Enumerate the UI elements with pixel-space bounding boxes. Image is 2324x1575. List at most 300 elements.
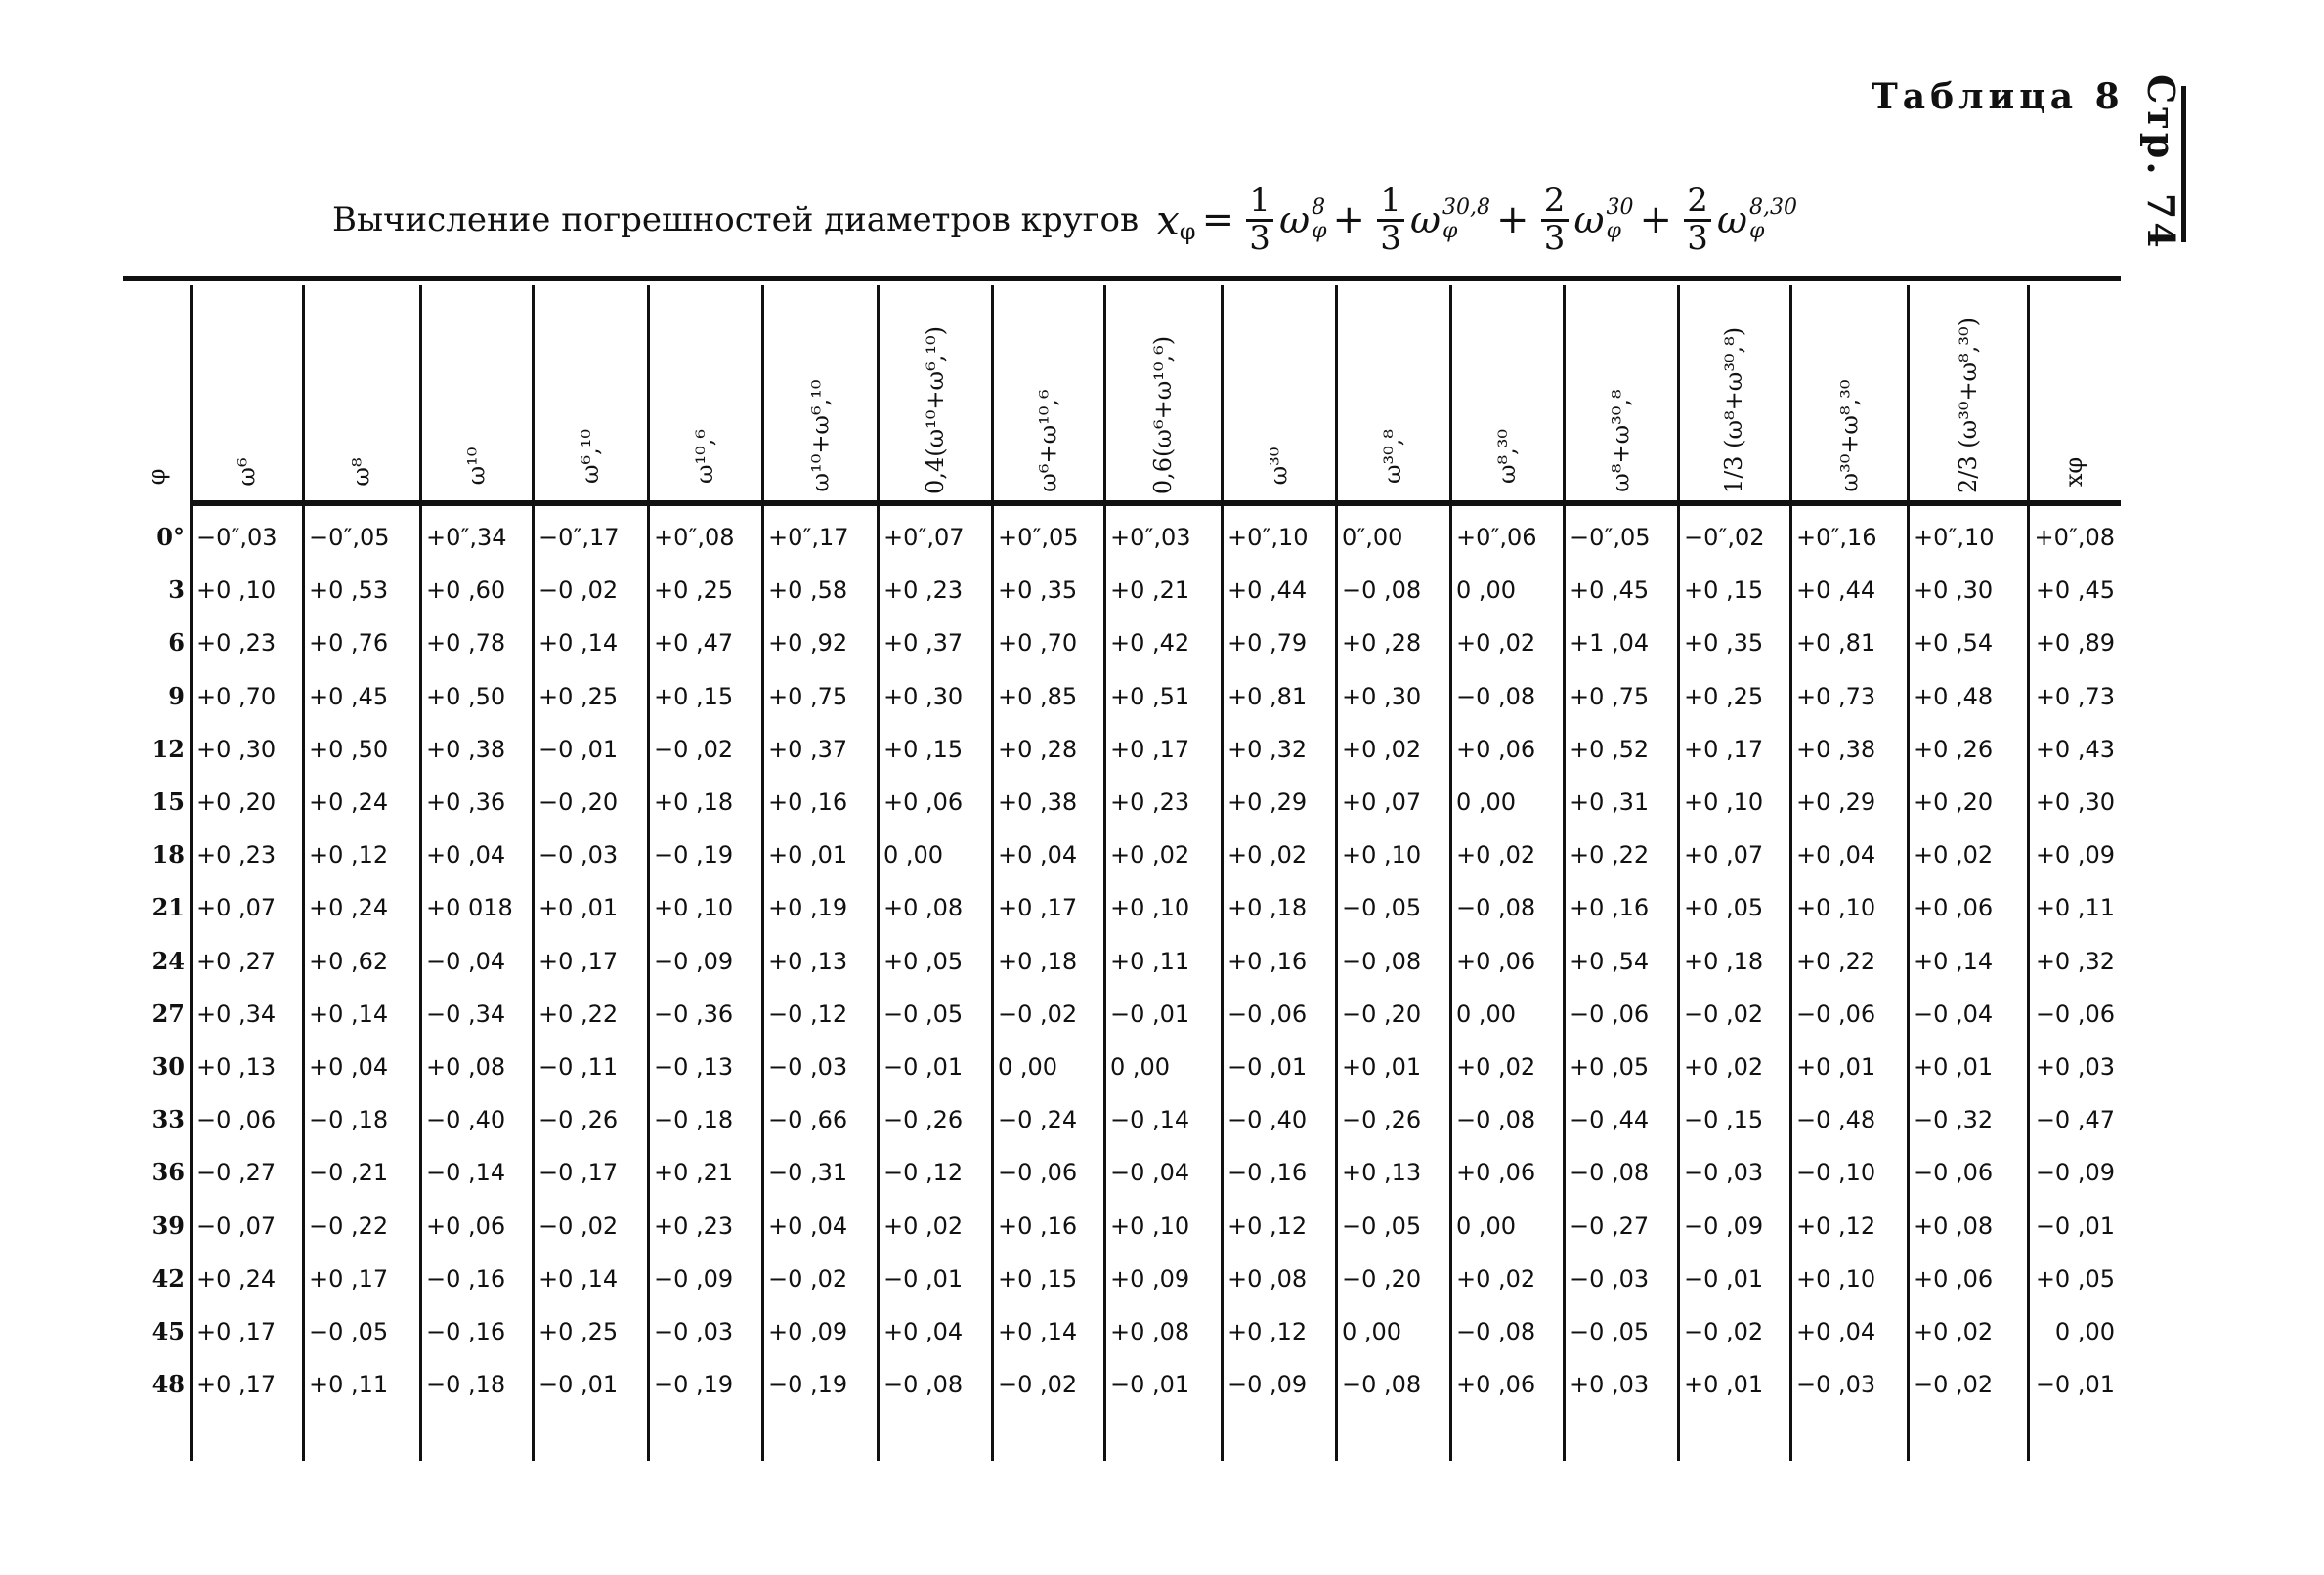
formula-equals: = <box>1201 197 1235 242</box>
table-cell: +0 ,10 <box>1342 841 1422 870</box>
table-cell: +0 ,14 <box>538 629 619 658</box>
table-cell: 0 ,00 <box>1456 788 1517 816</box>
table-cell: −0 ,09 <box>654 1264 734 1293</box>
table-cell: +0 ,81 <box>1227 682 1308 710</box>
table-cell: −0 ,01 <box>1684 1264 1764 1293</box>
table-cell: −0 ,06 <box>1570 1000 1650 1028</box>
table-cell: −0 ,16 <box>426 1318 506 1345</box>
table-cell: +0 ,75 <box>1570 682 1650 710</box>
coefficient-numerator: 1 <box>1249 180 1270 220</box>
table-cell: +0 ,38 <box>998 788 1078 816</box>
table-cell: −0 ,08 <box>883 1371 964 1399</box>
table-cell: +0 ,23 <box>196 629 277 658</box>
table-cell: +0 ,23 <box>196 841 277 870</box>
table-cell: +0 ,06 <box>1456 947 1536 975</box>
table-cell: −0 ,27 <box>1570 1212 1650 1240</box>
omega-subscript: φ <box>1312 219 1327 243</box>
coefficient-numerator: 1 <box>1380 180 1401 220</box>
table-cell: −0 ,34 <box>426 1000 506 1028</box>
table-cell: +0 ,10 <box>1110 1212 1190 1240</box>
table-cell: +0 ,06 <box>1456 735 1536 763</box>
table-cell: +0 ,18 <box>998 947 1078 975</box>
table-cell: +0 ,02 <box>1456 1264 1536 1293</box>
table-cell: +0 ,02 <box>1914 1318 1994 1345</box>
table-cell: −0 ,40 <box>426 1106 506 1134</box>
table-cell: +0 ,16 <box>1570 894 1650 922</box>
table-cell: −0 ,02 <box>998 1000 1078 1028</box>
table-cell: −0 ,02 <box>538 1212 619 1240</box>
formula-omega-term <box>1574 196 1634 243</box>
table-cell: +0 ,06 <box>1914 1264 1994 1293</box>
column-header <box>1908 285 2028 495</box>
table-cell: −0 ,02 <box>768 1264 848 1293</box>
row-angle: 6 <box>168 628 185 658</box>
table-cell: −0 ,26 <box>1342 1106 1422 1134</box>
table-cell: +0 ,16 <box>998 1212 1078 1240</box>
column-header-label: xφ <box>2060 456 2088 487</box>
column-header <box>303 285 420 495</box>
table-cell: +0 ,28 <box>998 735 1078 763</box>
column-header-label: ω¹⁰+ω⁶,¹⁰ <box>805 379 834 492</box>
table-cell: −0 ,44 <box>1570 1106 1650 1134</box>
table-cell: −0 ,01 <box>538 1371 619 1399</box>
column-header-label: ω⁸+ω³⁰,⁸ <box>1607 389 1635 493</box>
table-cell: +0 ,05 <box>2035 1264 2115 1293</box>
table-cell: −0 ,48 <box>1796 1106 1876 1134</box>
table-cell: −0 ,18 <box>426 1371 506 1399</box>
column-header <box>123 285 191 495</box>
table-cell: −0 ,05 <box>1570 1318 1650 1345</box>
table-cell: −0 ,08 <box>1570 1159 1650 1187</box>
omega-subscript: φ <box>1442 219 1458 243</box>
table-cell: +0 ,25 <box>654 576 734 605</box>
table-cell: −0 ,06 <box>1796 1000 1876 1028</box>
table-cell: −0 ,06 <box>1914 1159 1994 1187</box>
table-cell: +0″,08 <box>654 524 735 551</box>
table-cell: −0 ,08 <box>1342 947 1422 975</box>
table-header-rule <box>191 500 2121 506</box>
table-cell: +0 ,04 <box>309 1053 389 1081</box>
formula-coefficient <box>1246 180 1273 258</box>
omega-symbol: ω <box>1410 198 1442 241</box>
table-cell: +0″,34 <box>426 524 507 551</box>
table-cell: 0 ,00 <box>883 841 944 870</box>
table-cell: −0 ,19 <box>654 841 734 870</box>
table-cell: +0 ,43 <box>2035 735 2115 763</box>
table-cell: +0 ,11 <box>1110 947 1190 975</box>
column-header <box>992 285 1104 495</box>
table-cell: −0 ,01 <box>1110 1371 1190 1399</box>
table-cell: +0 ,05 <box>883 947 964 975</box>
table-cell: +0 ,11 <box>309 1371 389 1399</box>
column-header-label: 1/3 (ω⁸+ω³⁰,⁸) <box>1720 327 1748 494</box>
table-cell: −0 ,12 <box>768 1000 848 1028</box>
row-angle: 24 <box>151 946 185 975</box>
table-cell: +0 ,03 <box>2035 1053 2115 1081</box>
table-cell: 0 ,00 <box>998 1053 1058 1081</box>
table-cell: −0 ,20 <box>538 788 619 816</box>
table-cell: +0 ,03 <box>1570 1371 1650 1399</box>
table-cell: +0 ,04 <box>1796 841 1876 870</box>
table-cell: +0 ,15 <box>1684 576 1764 605</box>
table-cell: +0 ,02 <box>1456 629 1536 658</box>
column-header <box>1104 285 1222 495</box>
table-cell: +0 ,17 <box>998 894 1078 922</box>
table-cell: +0 ,25 <box>538 1318 619 1345</box>
table-cell: +0 ,14 <box>538 1264 619 1293</box>
table-cell: −0 ,12 <box>883 1159 964 1187</box>
table-cell: −0 ,22 <box>309 1212 389 1240</box>
table-cell: +0 ,02 <box>1227 841 1308 870</box>
column-header-label: 2/3 (ω³⁰+ω⁸,³⁰) <box>1954 318 1982 493</box>
table-cell: +0 ,02 <box>883 1212 964 1240</box>
table-cell: +0 ,06 <box>1456 1371 1536 1399</box>
table-cell: −0 ,08 <box>1456 1106 1536 1134</box>
table-cell: +0 ,53 <box>309 576 389 605</box>
table-cell: +0 ,13 <box>1342 1159 1422 1187</box>
formula-coefficient <box>1377 180 1404 258</box>
table-cell: +0″,05 <box>998 524 1079 551</box>
row-angle: 12 <box>151 734 185 763</box>
table-cell: −0″,02 <box>1684 524 1765 551</box>
formula-plus: + <box>1332 197 1366 242</box>
coefficient-denominator: 3 <box>1380 218 1401 258</box>
row-angle: 15 <box>151 788 185 816</box>
table-cell: +0 ,52 <box>1570 735 1650 763</box>
formula-omega-term <box>1717 196 1797 243</box>
table-cell: −0 ,03 <box>1684 1159 1764 1187</box>
table-cell: +0 ,15 <box>998 1264 1078 1293</box>
table-cell: +0 ,10 <box>196 576 277 605</box>
table-cell: +0 ,34 <box>196 1000 277 1028</box>
table-cell: 0 ,00 <box>2054 1318 2115 1345</box>
omega-symbol: ω <box>1573 198 1605 241</box>
row-angle: 21 <box>151 893 185 922</box>
table-cell: +0 ,81 <box>1796 629 1876 658</box>
table-cell: −0 ,18 <box>309 1106 389 1134</box>
table-cell: +0 ,24 <box>309 894 389 922</box>
table-cell: −0 ,09 <box>654 947 734 975</box>
page-number: Стр. 74 <box>2139 74 2183 251</box>
row-angle: 0° <box>156 523 185 551</box>
formula-terms <box>1240 180 1798 258</box>
omega-superscript: 8 <box>1312 194 1326 220</box>
title-text: Вычисление погрешностей диаметров кругов <box>332 200 1140 239</box>
table-cell: +0 ,38 <box>1796 735 1876 763</box>
table-cell: +0 ,73 <box>2035 682 2115 710</box>
table-cell: −0 ,31 <box>768 1159 848 1187</box>
row-angle: 48 <box>151 1370 185 1399</box>
table-cell: +0 ,21 <box>654 1159 734 1187</box>
table-cell: +0 ,75 <box>768 682 848 710</box>
table-cell: −0 ,24 <box>998 1106 1078 1134</box>
formula-plus: + <box>1496 197 1529 242</box>
table-cell: −0″,05 <box>1570 524 1651 551</box>
table-cell: +0 ,35 <box>998 576 1078 605</box>
table-cell: +0 ,76 <box>309 629 389 658</box>
table-cell: +0 ,27 <box>196 947 277 975</box>
column-header <box>1564 285 1678 495</box>
coefficient-numerator: 2 <box>1543 180 1566 220</box>
formula-omega-term <box>1410 196 1490 243</box>
omega-scripts <box>1607 196 1634 243</box>
table-cell: +1 ,04 <box>1570 629 1650 658</box>
column-header <box>191 285 303 495</box>
omega-superscript: 8,30 <box>1749 194 1798 220</box>
table-cell: −0 ,26 <box>538 1106 619 1134</box>
column-header <box>1222 285 1336 495</box>
table-cell: +0 ,06 <box>1914 894 1994 922</box>
table-cell: +0 ,42 <box>1110 629 1190 658</box>
row-angle: 18 <box>151 840 185 870</box>
table-cell: −0 ,01 <box>538 735 619 763</box>
table-cell: +0 ,02 <box>1456 1053 1536 1081</box>
table-cell: −0 ,14 <box>426 1159 506 1187</box>
table-cell: +0 ,10 <box>1796 894 1876 922</box>
table-cell: +0 ,23 <box>1110 788 1190 816</box>
table-cell: +0 ,21 <box>1110 576 1190 605</box>
table-cell: +0 ,08 <box>1914 1212 1994 1240</box>
table-cell: −0 ,02 <box>1684 1318 1764 1345</box>
row-angle: 33 <box>151 1105 185 1134</box>
formula-coefficient <box>1541 180 1569 258</box>
table-cell: +0 ,73 <box>1796 682 1876 710</box>
table-cell: +0 ,30 <box>196 735 277 763</box>
table-cell: +0 ,13 <box>196 1053 277 1081</box>
table-cell: +0 ,04 <box>998 841 1078 870</box>
table-cell: +0 ,70 <box>196 682 277 710</box>
column-header-label: ω⁸,³⁰ <box>1493 428 1521 485</box>
coefficient-denominator: 3 <box>1543 218 1566 258</box>
omega-scripts <box>1312 196 1326 243</box>
table-cell: +0 ,07 <box>196 894 277 922</box>
column-header-label: ω³⁰,⁸ <box>1379 428 1407 485</box>
table-cell: −0 ,09 <box>2035 1159 2115 1187</box>
table-cell: −0 ,15 <box>1684 1106 1764 1134</box>
table-cell: −0 ,19 <box>654 1371 734 1399</box>
table-cell: −0 ,47 <box>2035 1106 2115 1134</box>
table-cell: +0 ,31 <box>1570 788 1650 816</box>
column-header-label: ω¹⁰,⁶ <box>691 428 719 485</box>
omega-symbol: ω <box>1279 198 1311 241</box>
table-cell: −0 ,05 <box>883 1000 964 1028</box>
table-cell: +0 ,78 <box>426 629 506 658</box>
table-cell: +0 ,05 <box>1684 894 1764 922</box>
row-angle: 39 <box>151 1211 185 1240</box>
formula-omega-term <box>1279 196 1326 243</box>
table-cell: +0 ,17 <box>196 1371 277 1399</box>
table-cell: +0 ,04 <box>426 841 506 870</box>
table-cell: +0 ,58 <box>768 576 848 605</box>
table-cell: +0 ,23 <box>654 1212 734 1240</box>
table-cell: +0 ,30 <box>883 682 964 710</box>
table-cell: +0 ,07 <box>1684 841 1764 870</box>
table-cell: +0 ,02 <box>1342 735 1422 763</box>
table-cell: −0 ,03 <box>1570 1264 1650 1293</box>
table-cell: −0 ,10 <box>1796 1159 1876 1187</box>
table-cell: +0 ,12 <box>1227 1318 1308 1345</box>
formula-plus: + <box>1639 197 1673 242</box>
table-cell: +0 ,01 <box>1914 1053 1994 1081</box>
table-cell: −0 ,01 <box>883 1264 964 1293</box>
row-angle: 45 <box>151 1317 185 1345</box>
table-cell: +0 ,20 <box>196 788 277 816</box>
table-cell: +0 ,18 <box>654 788 734 816</box>
table-cell: +0 ,14 <box>998 1318 1078 1345</box>
table-cell: +0 ,50 <box>426 682 506 710</box>
table-cell: +0 ,02 <box>1110 841 1190 870</box>
table-cell: +0″,08 <box>2034 524 2115 551</box>
table-cell: −0 ,26 <box>883 1106 964 1134</box>
table-cell: +0 ,02 <box>1456 841 1536 870</box>
omega-superscript: 30 <box>1606 194 1634 220</box>
table-cell: −0″,17 <box>538 524 620 551</box>
column-header-label: 0,6(ω⁶+ω¹⁰,⁶) <box>1149 336 1178 495</box>
table-cell: +0 ,30 <box>1914 576 1994 605</box>
table-cell: +0 ,36 <box>426 788 506 816</box>
table-cell: +0 ,30 <box>1342 682 1422 710</box>
table-cell: +0 ,45 <box>2035 576 2115 605</box>
table-cell: −0 ,21 <box>309 1159 389 1187</box>
table-cell: +0 ,02 <box>1684 1053 1764 1081</box>
column-header-label: ω⁶ <box>233 457 261 487</box>
table-cell: −0 ,16 <box>1227 1159 1308 1187</box>
omega-scripts <box>1442 196 1490 243</box>
row-angle: 9 <box>168 681 185 710</box>
table-cell: −0 ,05 <box>309 1318 389 1345</box>
formula <box>1156 180 1798 258</box>
column-header-label: ω³⁰+ω⁸,³⁰ <box>1834 379 1863 492</box>
table-cell: +0 ,24 <box>196 1264 277 1293</box>
table-cell: −0 ,36 <box>654 1000 734 1028</box>
table-cell: +0 ,10 <box>1796 1264 1876 1293</box>
table-cell: +0 ,26 <box>1914 735 1994 763</box>
table-cell: −0 ,02 <box>998 1371 1078 1399</box>
table-cell: +0 ,06 <box>883 788 964 816</box>
table-cell: +0 ,54 <box>1914 629 1994 658</box>
table-cell: +0 ,25 <box>538 682 619 710</box>
column-header <box>1790 285 1908 495</box>
omega-symbol: ω <box>1717 198 1748 241</box>
table-cell: +0 ,12 <box>309 841 389 870</box>
column-header-label: ω³⁰ <box>1265 447 1293 486</box>
column-header <box>1678 285 1790 495</box>
table-cell: +0 ,01 <box>1684 1371 1764 1399</box>
table-cell: +0″,10 <box>1914 524 1995 551</box>
column-header <box>1450 285 1564 495</box>
table-cell: +0 ,13 <box>768 947 848 975</box>
table-cell: +0 ,29 <box>1227 788 1308 816</box>
table-cell: +0 ,62 <box>309 947 389 975</box>
table-cell: +0 ,17 <box>1110 735 1190 763</box>
table-cell: −0 ,05 <box>1342 894 1422 922</box>
table-cell: −0 ,04 <box>1110 1159 1190 1187</box>
table-cell: +0 ,45 <box>309 682 389 710</box>
table-cell: −0 ,19 <box>768 1371 848 1399</box>
table-cell: +0 ,12 <box>1796 1212 1876 1240</box>
table-cell: +0 ,70 <box>998 629 1078 658</box>
column-header-label: ω⁶+ω¹⁰,⁶ <box>1034 389 1062 493</box>
table-cell: 0 ,00 <box>1456 576 1517 605</box>
table-cell: −0 ,04 <box>1914 1000 1994 1028</box>
table-cell: +0″,17 <box>768 524 849 551</box>
row-angle: 36 <box>151 1158 185 1187</box>
table-cell: +0 ,11 <box>2035 894 2115 922</box>
table-cell: +0 ,08 <box>883 894 964 922</box>
table-cell: −0 ,02 <box>1914 1371 1994 1399</box>
column-header <box>1336 285 1450 495</box>
table-cell: +0 ,47 <box>654 629 734 658</box>
table-cell: −0 ,14 <box>1110 1106 1190 1134</box>
table-title <box>332 171 1797 269</box>
table-cell: +0 ,22 <box>538 1000 619 1028</box>
table-cell: +0 ,19 <box>768 894 848 922</box>
table-cell: −0 ,13 <box>654 1053 734 1081</box>
table-cell: −0 ,02 <box>1684 1000 1764 1028</box>
coefficient-denominator: 3 <box>1249 218 1270 258</box>
table-cell: −0 ,27 <box>196 1159 277 1187</box>
column-header-label: ω⁸ <box>347 457 375 487</box>
table-cell: +0 ,02 <box>1914 841 1994 870</box>
coefficient-numerator: 2 <box>1687 180 1708 220</box>
table-cell: +0 ,16 <box>1227 947 1308 975</box>
table-cell: −0 ,06 <box>2035 1000 2115 1028</box>
table-cell: −0 ,08 <box>1342 576 1422 605</box>
table-cell: −0″,03 <box>196 524 278 551</box>
table-cell: −0 ,08 <box>1456 682 1536 710</box>
table-cell: −0 ,08 <box>1456 894 1536 922</box>
table-cell: +0 ,01 <box>538 894 619 922</box>
omega-superscript: 30,8 <box>1442 194 1491 220</box>
table-cell: 0″,00 <box>1342 524 1403 551</box>
table-cell: +0 ,17 <box>538 947 619 975</box>
table-cell: +0 ,14 <box>309 1000 389 1028</box>
table-cell: −0 ,20 <box>1342 1264 1422 1293</box>
table-cell: +0 ,14 <box>1914 947 1994 975</box>
table-cell: +0 ,15 <box>654 682 734 710</box>
table-cell: +0 ,09 <box>2035 841 2115 870</box>
table-cell: −0 ,01 <box>883 1053 964 1081</box>
column-header-label: φ <box>143 468 171 486</box>
table-cell: +0 ,15 <box>883 735 964 763</box>
table-cell: +0 ,16 <box>768 788 848 816</box>
table-cell: +0 ,44 <box>1227 576 1308 605</box>
table-cell: +0 ,05 <box>1570 1053 1650 1081</box>
table-cell: +0 ,12 <box>1227 1212 1308 1240</box>
table-cell: +0 ,22 <box>1570 841 1650 870</box>
table-cell: +0 ,54 <box>1570 947 1650 975</box>
table-cell: +0 ,22 <box>1796 947 1876 975</box>
column-header <box>762 285 878 495</box>
table-cell: −0 ,40 <box>1227 1106 1308 1134</box>
column-header <box>2028 285 2121 495</box>
table-cell: +0 ,07 <box>1342 788 1422 816</box>
table-cell: +0 ,09 <box>1110 1264 1190 1293</box>
table-cell: 0 ,00 <box>1342 1318 1402 1345</box>
table-cell: +0 ,06 <box>426 1212 506 1240</box>
table-cell: +0 ,24 <box>309 788 389 816</box>
table-cell: +0 ,35 <box>1684 629 1764 658</box>
table-cell: +0 ,10 <box>1684 788 1764 816</box>
table-cell: 0 ,00 <box>1456 1000 1517 1028</box>
table-cell: +0 ,04 <box>1796 1318 1876 1345</box>
table-cell: −0 ,03 <box>654 1318 734 1345</box>
column-header-label: 0,4(ω¹⁰+ω⁶,¹⁰) <box>921 326 949 495</box>
table-cell: +0″,07 <box>883 524 965 551</box>
table-cell: +0 ,85 <box>998 682 1078 710</box>
table-cell: +0 ,30 <box>2035 788 2115 816</box>
table-cell: +0 ,48 <box>1914 682 1994 710</box>
